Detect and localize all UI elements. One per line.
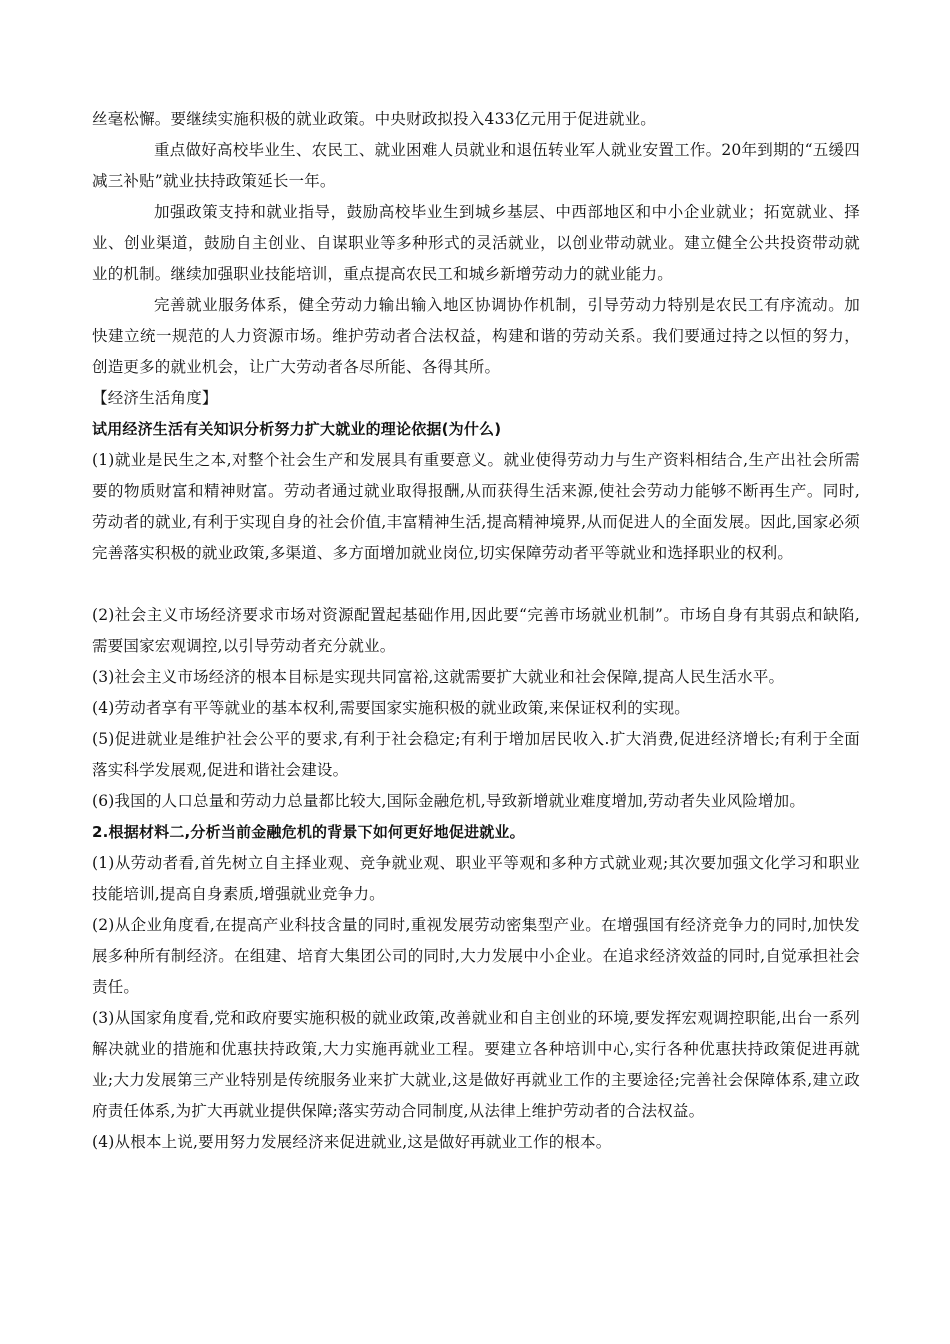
answer-item: (2)社会主义市场经济要求市场对资源配置起基础作用,因此要“完善市场就业机制”。市场自身有其弱点和缺陷,需要国家宏观调控,以引导劳动者充分就业。 bbox=[92, 606, 860, 655]
paragraph-service-system: 完善就业服务体系，健全劳动力输出输入地区协调协作机制，引导劳动力特别是农民工有序流动。加快建立统一规范的人力资源市场。维护劳动者合法权益，构建和谐的劳动关系。我们要通过持之以恒的努力，创造更多的就业机会，让广大劳动者各尽所能、各得其所。 bbox=[92, 296, 860, 376]
answer-item: (4)劳动者享有平等就业的基本权利,需要国家实施积极的就业政策,来保证权利的实现。 bbox=[92, 699, 691, 717]
answer-item: (3)社会主义市场经济的根本目标是实现共同富裕,这就需要扩大就业和社会保障,提高人民生活水平。 bbox=[92, 668, 785, 686]
section-label-economic-life: 【经济生活角度】 bbox=[92, 389, 218, 407]
question-heading-2: 2.根据材料二,分析当前金融危机的背景下如何更好地促进就业。 bbox=[92, 823, 525, 841]
blank-line bbox=[92, 569, 860, 600]
paragraph-key-groups: 重点做好高校毕业生、农民工、就业困难人员就业和退伍转业军人就业安置工作。20年到期的“五缓四减三补贴”就业扶持政策延长一年。 bbox=[92, 141, 860, 190]
answer-item: (2)从企业角度看,在提高产业科技含量的同时,重视发展劳动密集型产业。在增强国有经济竞争力的同时,加快发展多种所有制经济。在组建、培育大集团公司的同时,大力发展中小企业。在追求经济效益的同时,自觉承担社会责任。 bbox=[92, 916, 860, 996]
answer-item: (1)从劳动者看,首先树立自主择业观、竞争就业观、职业平等观和多种方式就业观;其次要加强文化学习和职业技能培训,提高自身素质,增强就业竞争力。 bbox=[92, 854, 860, 903]
answer-item: (6)我国的人口总量和劳动力总量都比较大,国际金融危机,导致新增就业难度增加,劳动者失业风险增加。 bbox=[92, 792, 806, 810]
answer-item: (1)就业是民生之本,对整个社会生产和发展具有重要意义。就业使得劳动力与生产资料相结合,生产出社会所需要的物质财富和精神财富。劳动者通过就业取得报酬,从而获得生活来源,使社会劳动力能够不断再生产。同时,劳动者的就业,有利于实现自身的社会价值,丰富精神生活,提高精神境界,从而促进人的全面发展。因此,国家必须完善落实积极的就业政策,多渠道、多方面增加就业岗位,切实保障劳动者平等就业和选择职业的权利。 bbox=[92, 451, 860, 562]
answer-item: (4)从根本上说,要用努力发展经济来促进就业,这是做好再就业工作的根本。 bbox=[92, 1133, 612, 1151]
answer-item: (5)促进就业是维护社会公平的要求,有利于社会稳定;有利于增加居民收入.扩大消费,促进经济增长;有利于全面落实科学发展观,促进和谐社会建设。 bbox=[92, 730, 860, 779]
paragraph-employment-policy: 丝毫松懈。要继续实施积极的就业政策。中央财政拟投入433亿元用于促进就业。 bbox=[92, 110, 656, 128]
question-heading-1: 试用经济生活有关知识分析努力扩大就业的理论依据(为什么) bbox=[92, 420, 502, 438]
document-page bbox=[92, 104, 860, 1158]
paragraph-policy-support: 加强政策支持和就业指导，鼓励高校毕业生到城乡基层、中西部地区和中小企业就业；拓宽就业、择业、创业渠道，鼓励自主创业、自谋职业等多种形式的灵活就业，以创业带动就业。建立健全公共投资带动就业的机制。继续加强职业技能培训，重点提高农民工和城乡新增劳动力的就业能力。 bbox=[92, 203, 860, 283]
answer-item: (3)从国家角度看,党和政府要实施积极的就业政策,改善就业和自主创业的环境,要发挥宏观调控职能,出台一系列解决就业的措施和优惠扶持政策,大力实施再就业工程。要建立各种培训中心,实行各种优惠扶持政策促进再就业;大力发展第三产业特别是传统服务业来扩大就业,这是做好再就业工作的主要途径;完善社会保障体系,建立政府责任体系,为扩大再就业提供保障;落实劳动合同制度,从法律上维护劳动者的合法权益。 bbox=[92, 1009, 860, 1120]
